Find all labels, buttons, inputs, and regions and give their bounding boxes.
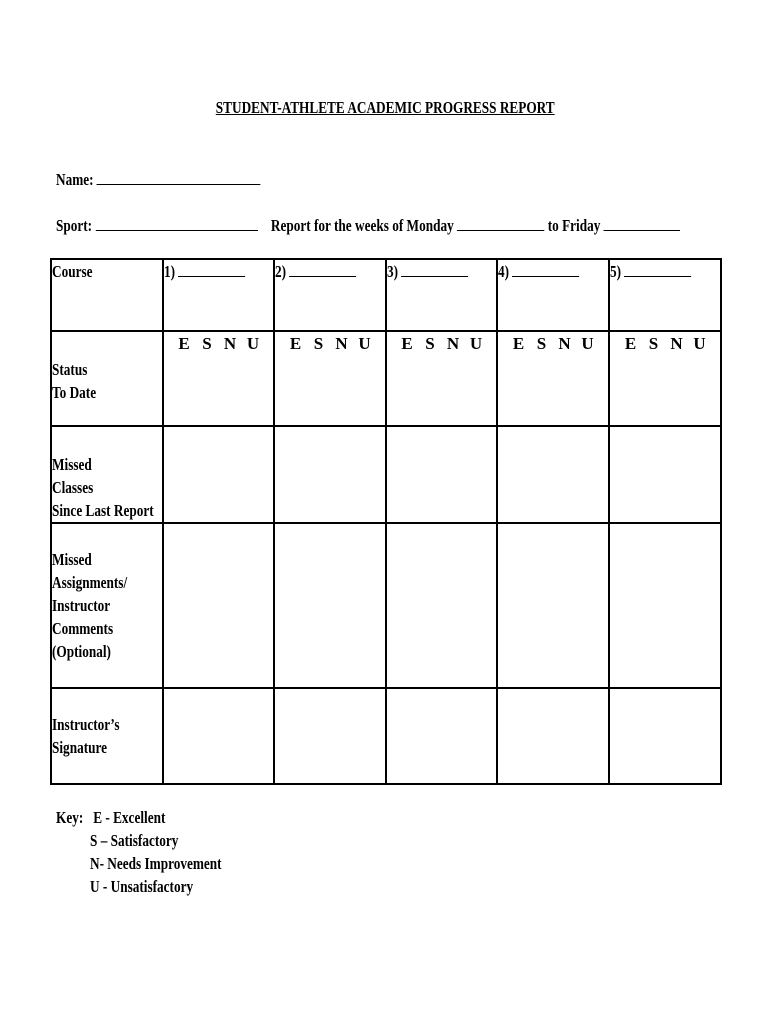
grade-s[interactable]: S — [202, 334, 212, 353]
missed-classes-cell-4[interactable] — [497, 426, 609, 523]
missed-assignments-line4: Comments — [52, 619, 114, 638]
missed-assignments-line5: (Optional) — [52, 642, 111, 661]
status-label-line2: To Date — [52, 383, 97, 402]
grade-s[interactable]: S — [425, 334, 435, 353]
progress-table — [50, 258, 722, 785]
course-slot-number: 4) — [498, 262, 510, 281]
missed-classes-cell-2[interactable] — [274, 426, 386, 523]
key-item-excellent: E - Excellent — [93, 808, 166, 827]
report-title: STUDENT-ATHLETE ACADEMIC PROGRESS REPORT — [215, 98, 555, 117]
grade-s[interactable]: S — [536, 334, 547, 353]
missed-assignments-cell-3[interactable] — [386, 523, 497, 688]
signature-cell-4[interactable] — [497, 688, 609, 784]
sport-line — [56, 216, 770, 236]
course-name-blank[interactable] — [289, 262, 356, 277]
signature-line1: Instructor’s — [52, 715, 120, 734]
missed-assignments-line1: Missed — [52, 550, 92, 569]
status-cell-4[interactable] — [497, 331, 609, 426]
course-name-blank[interactable] — [624, 262, 691, 277]
missed-classes-cell-3[interactable] — [386, 426, 497, 523]
grade-s[interactable]: S — [648, 334, 659, 353]
status-row — [51, 331, 721, 426]
grade-u[interactable]: U — [246, 334, 260, 353]
grade-e[interactable]: E — [289, 334, 302, 353]
course-name-blank[interactable] — [178, 262, 245, 277]
grade-e[interactable]: E — [401, 334, 413, 353]
grade-u[interactable]: U — [693, 334, 706, 353]
key-item-needs-improvement: N- Needs Improvement — [90, 854, 222, 873]
status-label-cell — [51, 331, 163, 426]
status-cell-5[interactable] — [609, 331, 721, 426]
key-item-satisfactory: S – Satisfactory — [90, 831, 179, 850]
grade-n[interactable]: N — [558, 334, 571, 353]
course-label-cell — [51, 259, 163, 331]
grade-u[interactable]: U — [469, 334, 483, 353]
signature-line2: Signature — [52, 738, 108, 757]
signature-cell-3[interactable] — [386, 688, 497, 784]
signature-cell-2[interactable] — [274, 688, 386, 784]
missed-classes-cell-5[interactable] — [609, 426, 721, 523]
status-label-line1: Status — [52, 360, 88, 379]
grade-n[interactable]: N — [670, 334, 683, 353]
course-slot-2[interactable] — [274, 259, 386, 331]
grade-e[interactable]: E — [624, 334, 637, 353]
sport-field[interactable] — [95, 216, 257, 231]
course-slot-3[interactable] — [386, 259, 497, 331]
signature-cell-1[interactable] — [163, 688, 274, 784]
grade-u[interactable]: U — [581, 334, 594, 353]
course-name-blank[interactable] — [401, 262, 468, 277]
report-weeks-label: Report for the weeks of Monday — [270, 216, 454, 235]
missed-assignments-cell-5[interactable] — [609, 523, 721, 688]
grade-e[interactable]: E — [178, 334, 190, 353]
missed-classes-row — [51, 426, 721, 523]
grade-key — [56, 806, 259, 898]
sport-label: Sport: — [56, 216, 93, 235]
course-slot-number: 1) — [164, 262, 176, 281]
missed-classes-cell-1[interactable] — [163, 426, 274, 523]
missed-assignments-label-cell — [51, 523, 163, 688]
grade-n[interactable]: N — [335, 334, 348, 353]
name-field[interactable] — [97, 170, 261, 185]
missed-assignments-cell-2[interactable] — [274, 523, 386, 688]
friday-date-field[interactable] — [604, 216, 680, 231]
grade-e[interactable]: E — [512, 334, 525, 353]
monday-date-field[interactable] — [457, 216, 544, 231]
missed-assignments-cell-1[interactable] — [163, 523, 274, 688]
signature-cell-5[interactable] — [609, 688, 721, 784]
missed-assignments-cell-4[interactable] — [497, 523, 609, 688]
key-item-unsatisfactory: U - Unsatisfactory — [90, 877, 194, 896]
course-slot-4[interactable] — [497, 259, 609, 331]
course-slot-number: 5) — [610, 262, 622, 281]
missed-assignments-line3: Instructor — [52, 596, 111, 615]
name-line — [56, 170, 318, 190]
missed-assignments-line2: Assignments/ — [52, 573, 128, 592]
course-slot-1[interactable] — [163, 259, 274, 331]
status-cell-2[interactable] — [274, 331, 386, 426]
grade-s[interactable]: S — [313, 334, 324, 353]
to-friday-label: to Friday — [547, 216, 601, 235]
grade-u[interactable]: U — [358, 334, 371, 353]
course-name-blank[interactable] — [512, 262, 579, 277]
missed-classes-line1: Missed — [52, 455, 92, 474]
missed-classes-line3: Since Last Report — [52, 501, 154, 520]
missed-assignments-row — [51, 523, 721, 688]
course-slot-5[interactable] — [609, 259, 721, 331]
course-label: Course — [52, 262, 93, 281]
name-label: Name: — [56, 170, 94, 189]
missed-classes-line2: Classes — [52, 478, 94, 497]
grade-n[interactable]: N — [446, 334, 460, 353]
grade-n[interactable]: N — [223, 334, 237, 353]
key-label: Key: — [56, 808, 84, 827]
signature-label-cell — [51, 688, 163, 784]
course-row — [51, 259, 721, 331]
signature-row — [51, 688, 721, 784]
missed-classes-label-cell — [51, 426, 163, 523]
status-cell-3[interactable] — [386, 331, 497, 426]
status-cell-1[interactable] — [163, 331, 274, 426]
course-slot-number: 3) — [387, 262, 399, 281]
course-slot-number: 2) — [275, 262, 287, 281]
